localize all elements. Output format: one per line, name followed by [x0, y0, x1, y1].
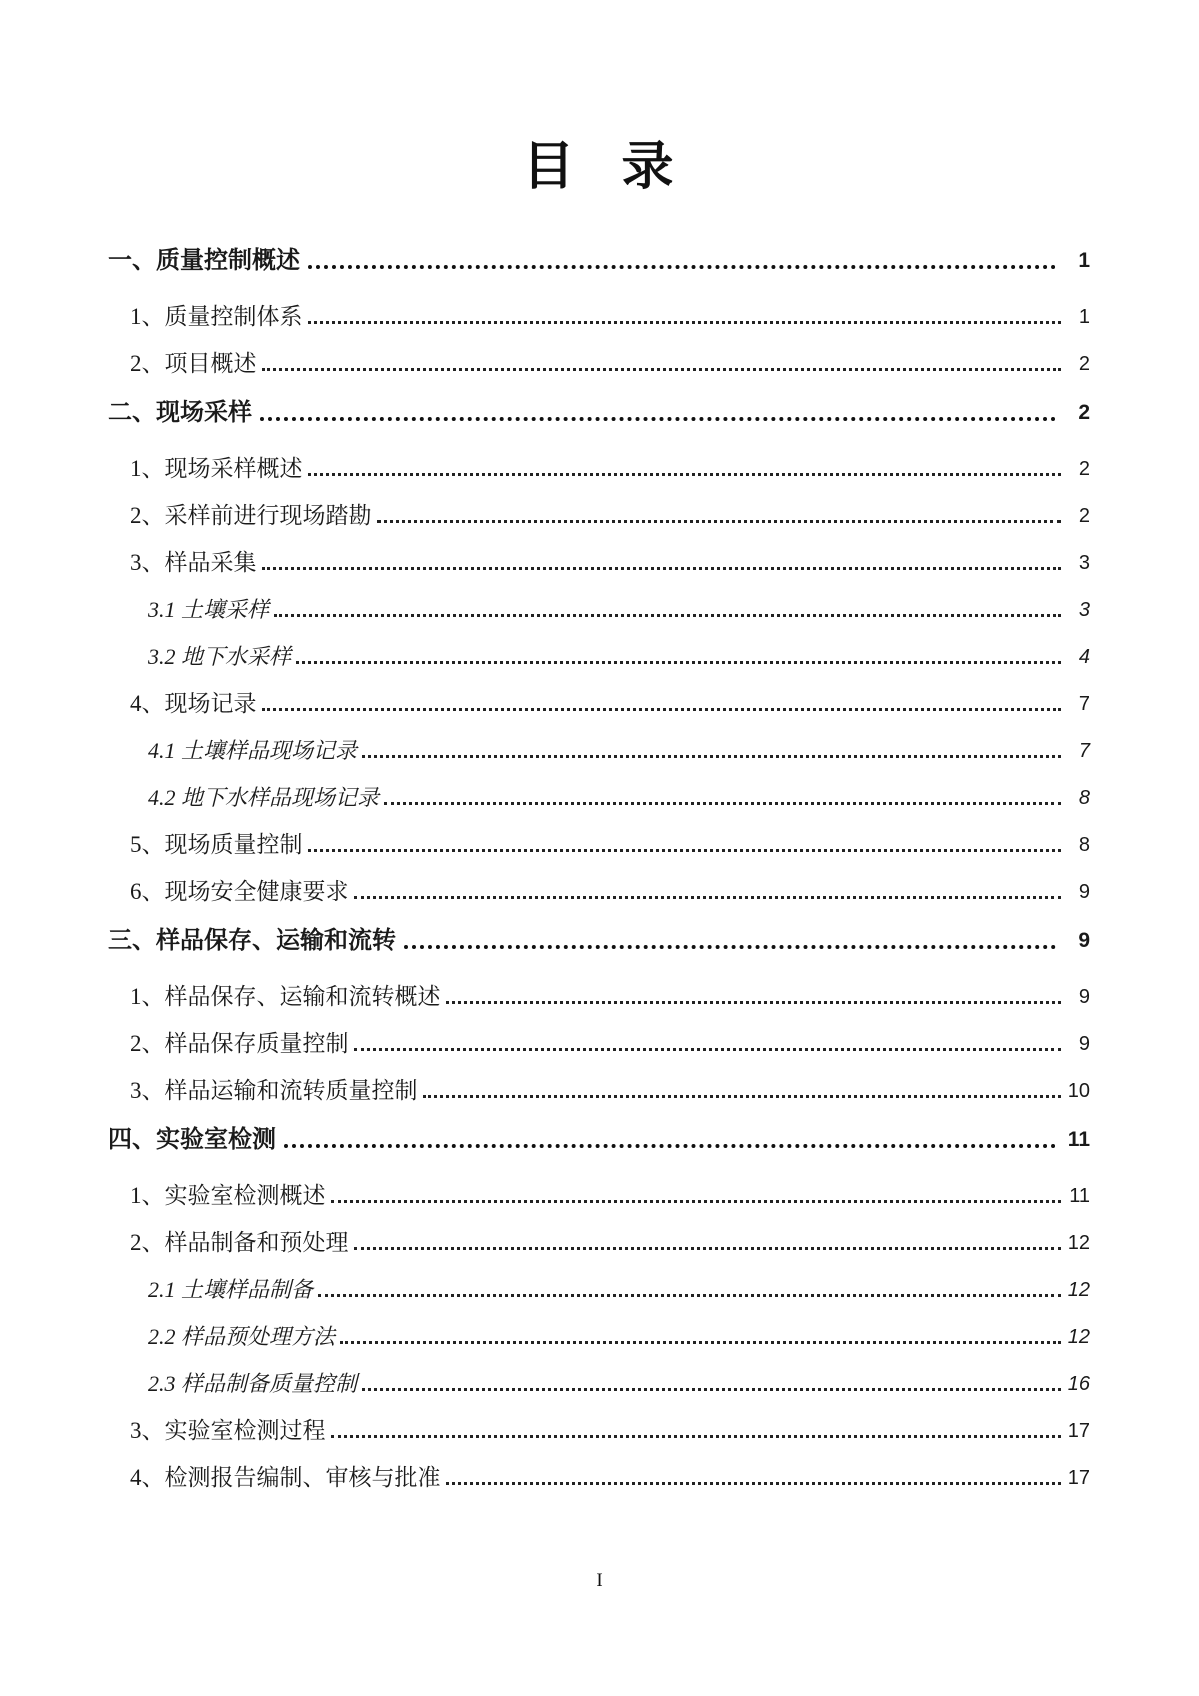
- dot-leader: [404, 945, 1056, 949]
- toc-entry-page: 3: [1078, 599, 1090, 621]
- toc-entry[interactable]: [108, 455, 1090, 483]
- toc-entry-label: 2、样品制备和预处理: [130, 1230, 349, 1255]
- toc-entry[interactable]: [108, 643, 1090, 671]
- toc-entry-page: 9: [1078, 929, 1090, 952]
- toc-entry[interactable]: [108, 690, 1090, 718]
- dot-leader: [308, 321, 1062, 324]
- toc-entry-page: 2: [1078, 505, 1090, 527]
- toc-list: [108, 245, 1090, 1492]
- toc-entry-label: 2、样品保存质量控制: [130, 1031, 349, 1056]
- toc-entry[interactable]: [108, 1464, 1090, 1492]
- toc-entry-page: 9: [1078, 1033, 1090, 1055]
- dot-leader: [331, 1435, 1062, 1438]
- dot-leader: [354, 1247, 1062, 1250]
- toc-entry-page: 9: [1078, 986, 1090, 1008]
- dot-leader: [284, 1144, 1056, 1148]
- toc-entry[interactable]: [108, 245, 1090, 277]
- toc-entry-page: 12: [1067, 1279, 1090, 1301]
- toc-entry-label: 5、现场质量控制: [130, 832, 303, 857]
- toc-entry-label: 四、实验室检测: [108, 1126, 276, 1153]
- toc-entry[interactable]: [108, 925, 1090, 957]
- toc-entry-label: 6、现场安全健康要求: [130, 879, 349, 904]
- dot-leader: [260, 417, 1056, 421]
- toc-entry-page: 8: [1078, 787, 1090, 809]
- toc-entry-page: 7: [1078, 693, 1090, 715]
- toc-entry[interactable]: [108, 549, 1090, 577]
- toc-entry-page: 9: [1078, 881, 1090, 903]
- toc-entry-page: 12: [1067, 1326, 1090, 1348]
- toc-entry[interactable]: [108, 784, 1090, 812]
- toc-entry-label: 1、实验室检测概述: [130, 1183, 326, 1208]
- dot-leader: [274, 614, 1061, 617]
- toc-entry-label: 3.1 土壤采样: [148, 597, 270, 622]
- toc-entry-label: 2.1 土壤样品制备: [148, 1277, 314, 1302]
- toc-entry-page: 16: [1067, 1373, 1090, 1395]
- dot-leader: [331, 1200, 1062, 1203]
- toc-entry-page: 17: [1067, 1420, 1090, 1442]
- toc-entry-label: 3、样品采集: [130, 550, 257, 575]
- dot-leader: [423, 1095, 1062, 1098]
- toc-entry[interactable]: [108, 1229, 1090, 1257]
- dot-leader: [308, 473, 1062, 476]
- dot-leader: [262, 567, 1062, 570]
- toc-entry-label: 1、质量控制体系: [130, 304, 303, 329]
- toc-entry-page: 11: [1067, 1128, 1090, 1151]
- dot-leader: [362, 1388, 1061, 1391]
- toc-entry-label: 4、检测报告编制、审核与批准: [130, 1465, 441, 1490]
- toc-entry[interactable]: [108, 1182, 1090, 1210]
- toc-entry-label: 4、现场记录: [130, 691, 257, 716]
- dot-leader: [362, 755, 1061, 758]
- dot-leader: [318, 1294, 1061, 1297]
- toc-entry[interactable]: [108, 397, 1090, 429]
- toc-entry[interactable]: [108, 878, 1090, 906]
- dot-leader: [340, 1341, 1061, 1344]
- toc-entry-label: 一、质量控制概述: [108, 247, 300, 274]
- toc-entry-page: 3: [1078, 552, 1090, 574]
- dot-leader: [262, 708, 1062, 711]
- toc-entry-label: 1、样品保存、运输和流转概述: [130, 984, 441, 1009]
- toc-entry[interactable]: [108, 1030, 1090, 1058]
- toc-entry[interactable]: [108, 983, 1090, 1011]
- dot-leader: [384, 802, 1061, 805]
- toc-entry-label: 2.3 样品制备质量控制: [148, 1371, 358, 1396]
- toc-entry[interactable]: [108, 831, 1090, 859]
- dot-leader: [262, 368, 1062, 371]
- toc-entry-page: 1: [1078, 249, 1090, 272]
- page-title: 目 录: [522, 139, 676, 196]
- toc-entry-page: 4: [1078, 646, 1090, 668]
- toc-entry-label: 3.2 地下水采样: [148, 644, 292, 669]
- dot-leader: [296, 661, 1061, 664]
- toc-entry-page: 10: [1067, 1080, 1090, 1102]
- toc-entry[interactable]: [108, 737, 1090, 765]
- dot-leader: [446, 1482, 1062, 1485]
- toc-entry[interactable]: [108, 303, 1090, 331]
- toc-entry-label: 二、现场采样: [108, 399, 252, 426]
- toc-entry[interactable]: [108, 1417, 1090, 1445]
- footer-page-number: I: [596, 1570, 603, 1591]
- toc-entry-page: 17: [1067, 1467, 1090, 1489]
- toc-entry[interactable]: [108, 1370, 1090, 1398]
- toc-entry-page: 1: [1078, 306, 1090, 328]
- toc-entry[interactable]: [108, 596, 1090, 624]
- toc-entry[interactable]: [108, 1323, 1090, 1351]
- toc-entry-page: 7: [1078, 740, 1090, 762]
- toc-entry-label: 4.2 地下水样品现场记录: [148, 785, 380, 810]
- dot-leader: [354, 896, 1062, 899]
- toc-entry-page: 12: [1067, 1232, 1090, 1254]
- toc-entry[interactable]: [108, 350, 1090, 378]
- dot-leader: [377, 520, 1062, 523]
- toc-entry-page: 2: [1078, 353, 1090, 375]
- toc-entry-label: 2、项目概述: [130, 351, 257, 376]
- dot-leader: [308, 849, 1062, 852]
- toc-entry-label: 三、样品保存、运输和流转: [108, 927, 396, 954]
- toc-entry-label: 1、现场采样概述: [130, 456, 303, 481]
- toc-entry[interactable]: [108, 1077, 1090, 1105]
- toc-entry-page: 2: [1078, 401, 1090, 424]
- toc-entry[interactable]: [108, 1124, 1090, 1156]
- dot-leader: [446, 1001, 1062, 1004]
- toc-entry[interactable]: [108, 1276, 1090, 1304]
- toc-entry-page: 11: [1069, 1185, 1090, 1207]
- toc-entry[interactable]: [108, 502, 1090, 530]
- toc-entry-label: 4.1 土壤样品现场记录: [148, 738, 358, 763]
- toc-entry-label: 2、采样前进行现场踏勘: [130, 503, 372, 528]
- toc-entry-label: 2.2 样品预处理方法: [148, 1324, 336, 1349]
- toc-entry-label: 3、实验室检测过程: [130, 1418, 326, 1443]
- toc-entry-label: 3、样品运输和流转质量控制: [130, 1078, 418, 1103]
- dot-leader: [308, 265, 1056, 269]
- toc-entry-page: 2: [1078, 458, 1090, 480]
- dot-leader: [354, 1048, 1062, 1051]
- toc-entry-page: 8: [1078, 834, 1090, 856]
